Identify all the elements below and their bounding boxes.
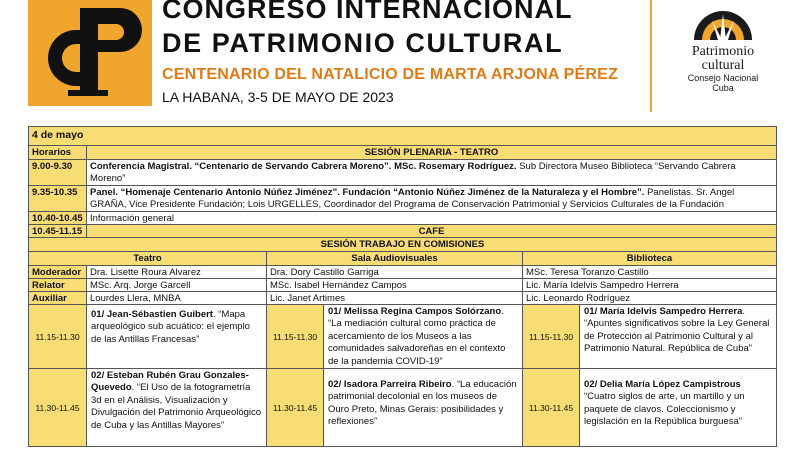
role-value-biblioteca: MSc. Teresa Toranzo Castillo <box>522 266 776 278</box>
plenary-item-row <box>28 160 777 186</box>
plenary-desc <box>86 212 776 224</box>
session-talk-teatro <box>86 369 266 446</box>
brand-line3: Consejo Nacional <box>687 73 759 83</box>
patrimonio-brand-logo <box>668 4 778 108</box>
plenary-desc <box>86 160 776 185</box>
plenary-desc-rest: Sub Directora Museo Biblioteca “Servando Cabrera Moreno” <box>90 161 736 184</box>
role-label: Relator <box>29 279 86 291</box>
congress-header <box>0 0 800 118</box>
brand-line4: Cuba <box>712 83 734 93</box>
plenary-desc-bold: Panel. “Homenaje Centenario Antonio Núñez Jiménez”. Fundación “Antonio Núñez Jiménez de la Naturaleza y el Hombre”. <box>90 187 645 198</box>
role-value-sala: MSc. Isabel Hernández Campos <box>266 279 522 291</box>
plenary-desc <box>86 186 776 211</box>
talk-title: . “La mediación cultural como práctica de acercamiento de los Museos a las comunidades salvadoreñas en el contexto de la pandemia COVID-19” <box>328 306 506 367</box>
commissions-title: SESIÓN TRABAJO EN COMISIONES <box>320 239 485 250</box>
role-row-auxiliar <box>28 292 777 305</box>
plenary-desc-rest: Información general <box>90 213 174 224</box>
session-talk-biblioteca <box>579 305 776 368</box>
room-sala-audiovisuales: Sala Audiovisuales <box>266 252 522 265</box>
session-time-sala: 11.15-11.30 <box>266 305 323 368</box>
talk-author: 02/ Delia María López Campistrous <box>584 379 741 390</box>
commissions-header-row <box>28 238 777 252</box>
plenary-item-row <box>28 212 777 225</box>
rooms-header-row <box>28 252 777 266</box>
schedule-table <box>28 126 777 447</box>
role-label: Auxiliar <box>29 292 86 304</box>
horarios-label: Horarios <box>32 147 72 158</box>
plenary-item-row <box>28 186 777 212</box>
session-time-sala: 11.30-11.45 <box>266 369 323 446</box>
plenary-desc-rest: Panelistas. Sr. Angel GRAÑA, Vice Presidente Fundación; Lois URGELLES, Coordinador del Programa de Conservación Patrimonial y Servicios Culturales de la Fundación <box>90 187 735 210</box>
talk-title: . “La educación patrimonial decolonial en los museos de Ouro Preto, Minas Gerais: posibilidades y reflexiones” <box>328 379 517 428</box>
plenary-header-row <box>28 146 777 160</box>
break-label: CAFE <box>86 225 776 237</box>
talk-title: “Cuatro siglos de arte, un martillo y un paquete de clavos. Coleccionismo y legislación en la República burguesa” <box>584 391 745 428</box>
talk-title: . “El Uso de la fotogrametría 3d en el Análisis, Visualización y Divulgación del Patrimonio Arqueológico de Cuba y las Antillas Mayores” <box>91 382 262 431</box>
session-time-teatro: 11.15-11.30 <box>29 305 86 368</box>
break-time: 10.45-11.15 <box>32 226 83 237</box>
role-value-teatro: MSc. Arq. Jorge Garcell <box>86 279 266 291</box>
talk-author: 01/ Melissa Regina Campos Solórzano <box>328 306 502 317</box>
plenary-time: 9.00-9.30 <box>29 160 86 185</box>
plenary-desc-bold: Conferencia Magistral. “Centenario de Servando Cabrera Moreno”. MSc. Rosemary Rodríguez. <box>90 161 517 172</box>
talk-author: 01/ Jean-Sébastien Guibert <box>91 309 213 320</box>
role-row-relator <box>28 279 777 292</box>
congress-title-line2: DE PATRIMONIO CULTURAL <box>162 28 564 58</box>
session-talk-sala <box>323 305 522 368</box>
role-value-biblioteca: Lic. María Idelvis Sampedro Herrera <box>522 279 776 291</box>
talk-author: 02/ Isadora Parreira Ribeiro <box>328 379 452 390</box>
role-row-moderador <box>28 266 777 279</box>
session-row <box>28 369 777 447</box>
role-value-sala: Lic. Janet Artimes <box>266 292 522 304</box>
plenary-time: 10.40-10.45 <box>29 212 86 224</box>
congress-title-line1: CONGRESO INTERNACIONAL <box>162 0 573 24</box>
brand-line1: Patrimonio <box>691 44 755 59</box>
plenary-time: 9.35-10.35 <box>29 186 86 211</box>
session-talk-sala <box>323 369 522 446</box>
day-label: 4 de mayo <box>32 129 84 141</box>
shell-arch-icon <box>690 4 756 44</box>
session-row <box>28 305 777 369</box>
role-value-teatro: Lourdes Llera, MNBA <box>86 292 266 304</box>
congress-place-date: LA HABANA, 3-5 DE MAYO DE 2023 <box>162 89 394 105</box>
cp-monogram-logo <box>28 0 152 106</box>
talk-author: 02/ Esteban Rubén Grau Gonzales-Quevedo <box>91 370 249 394</box>
role-value-sala: Dra. Dory Castillo Garriga <box>266 266 522 278</box>
talk-title: . “Mapa arqueológico sub acuático: el ejemplo de las Antillas Francesas” <box>91 309 250 345</box>
header-divider <box>650 0 652 112</box>
brand-line2: cultural <box>701 58 745 73</box>
role-value-biblioteca: Lic. Leonardo Rodríguez <box>522 292 776 304</box>
role-value-teatro: Dra. Lisette Roura Alvarez <box>86 266 266 278</box>
session-talk-biblioteca <box>579 369 776 446</box>
congress-subtitle: CENTENARIO DEL NATALICIO DE MARTA ARJONA PÉREZ <box>162 66 619 83</box>
session-time-biblioteca: 11.30-11.45 <box>522 369 579 446</box>
session-talk-teatro <box>86 305 266 368</box>
talk-author: 01/ María Idelvis Sampedro Herrera <box>584 306 743 317</box>
break-row <box>28 225 777 238</box>
plenary-title: SESIÓN PLENARIA - TEATRO <box>86 146 776 159</box>
room-biblioteca: Biblioteca <box>522 252 776 265</box>
room-teatro: Teatro <box>133 253 162 264</box>
role-label: Moderador <box>29 266 86 278</box>
day-row <box>28 127 777 146</box>
session-time-teatro: 11.30-11.45 <box>29 369 86 446</box>
session-time-biblioteca: 11.15-11.30 <box>522 305 579 368</box>
talk-title: . “Apuntes significativos sobre la Ley General de Protección al Patrimonio Cultural y al Patrimonio Natural. República de Cuba” <box>584 306 770 355</box>
